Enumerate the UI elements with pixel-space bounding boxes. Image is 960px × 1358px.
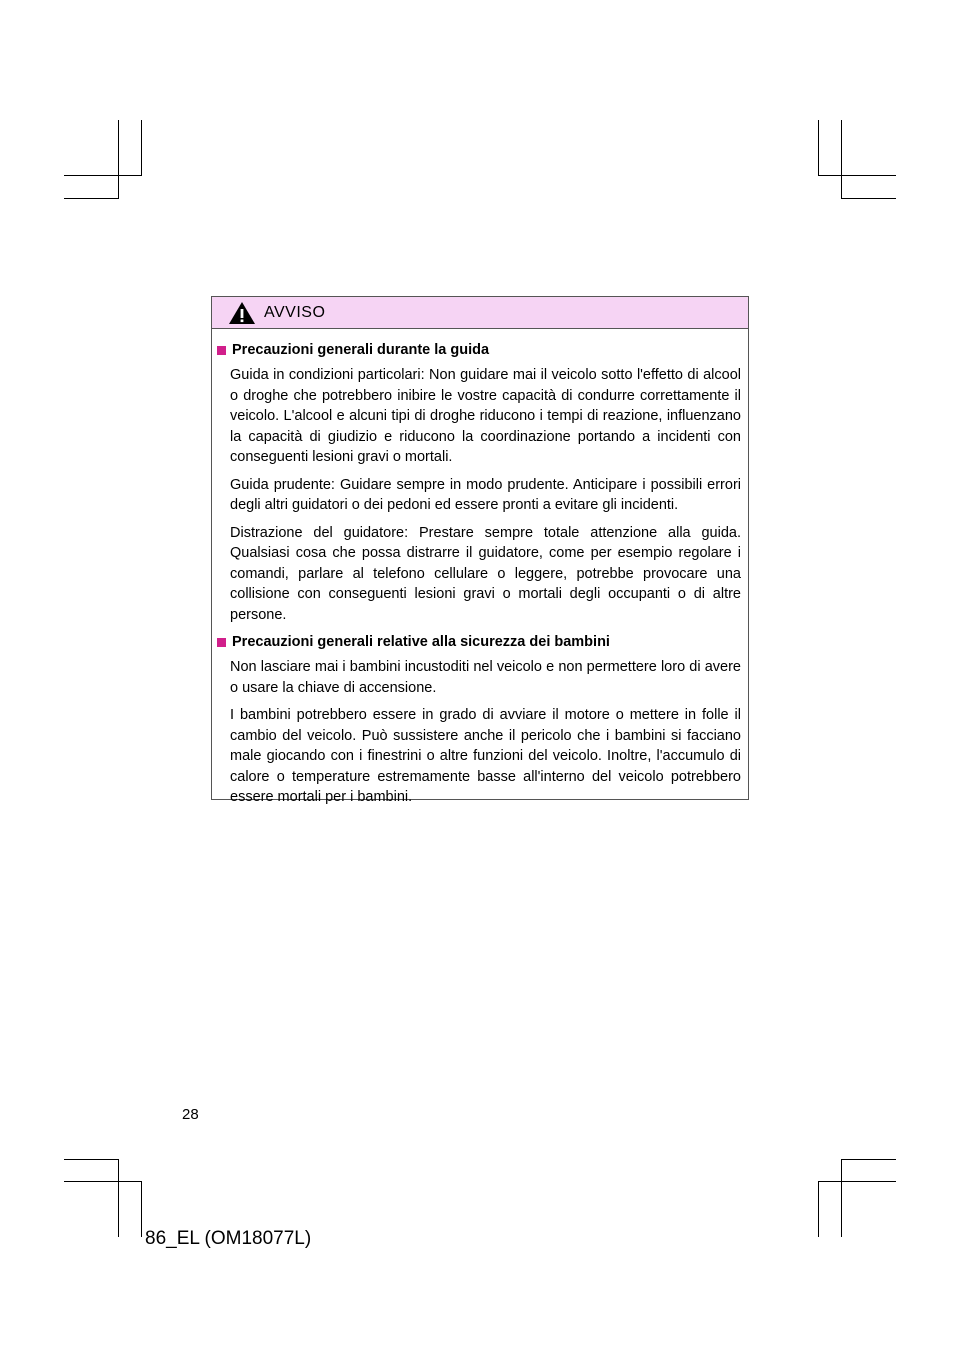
paragraph: I bambini potrebbero essere in grado di avviare il motore o mettere in folle il cambio del veicolo. Può sussistere anche il pericolo che i bambini si facciano male giocando con i finestrini o altre funzioni del veicolo. Inoltre, l'accumulo di calore o temperature estremamente basse all'interno del veicolo potrebbero essere mortali per i bambini. [230,707,741,805]
document-code: 86_EL (OM18077L) [145,1228,312,1249]
paragraph: Guida in condizioni particolari: Non guidare mai il veicolo sotto l'effetto di alcool o droghe che potrebbero inibire le vostre capacità di condurre correttamente il veicolo. L'alcool e alcuni tipi di droghe riducono i tempi di reazione, influenzano la capacità di giudizio e riducono la coordinazione portando a incidenti con conseguenti lesioni gravi o mortali. [230,367,741,465]
warning-triangle-icon [228,301,256,325]
paragraph: Non lasciare mai i bambini incustoditi nel veicolo e non permettere loro di avere o usare la chiave di accensione. [230,659,741,696]
crop-mark [841,1159,896,1160]
crop-mark [64,198,119,199]
crop-mark [118,120,119,199]
crop-mark [841,1159,842,1237]
crop-mark [64,1181,142,1182]
warning-title: AVVISO [264,303,326,321]
paragraph: Distrazione del guidatore: Prestare sempre totale attenzione alla guida. Qualsiasi cosa che possa distrarre il guidatore, come per esempio regolare i comandi, parlare al telefono cellulare o leggere, potrebbe provocare una collisione con conseguenti lesioni gravi o mortali degli occupanti o di altre persone. [230,524,741,623]
paragraph: Guida prudente: Guidare sempre in modo prudente. Anticipare i possibili errori degli altri guidatori o dei pedoni ed essere pronti a evitare gli incidenti. [230,476,741,513]
crop-mark [118,1159,119,1237]
crop-mark [841,198,896,199]
warning-header [212,297,748,329]
crop-mark [64,1159,119,1160]
crop-mark [141,1181,142,1237]
crop-mark [841,120,842,199]
crop-mark [141,120,142,176]
section-heading [217,340,741,360]
section-heading [217,632,741,652]
warning-body [212,329,748,808]
crop-mark [818,1181,896,1182]
page-number: 28 [182,1106,199,1123]
section-heading-text: Precauzioni generali relative alla sicurezza dei bambini [232,634,610,650]
crop-mark [818,1181,819,1237]
section-heading-text: Precauzioni generali durante la guida [232,342,490,358]
square-bullet-icon [217,346,226,355]
square-bullet-icon [217,638,226,647]
crop-mark [64,175,142,176]
crop-mark [818,175,896,176]
warning-box [211,296,749,805]
crop-mark [818,120,819,176]
